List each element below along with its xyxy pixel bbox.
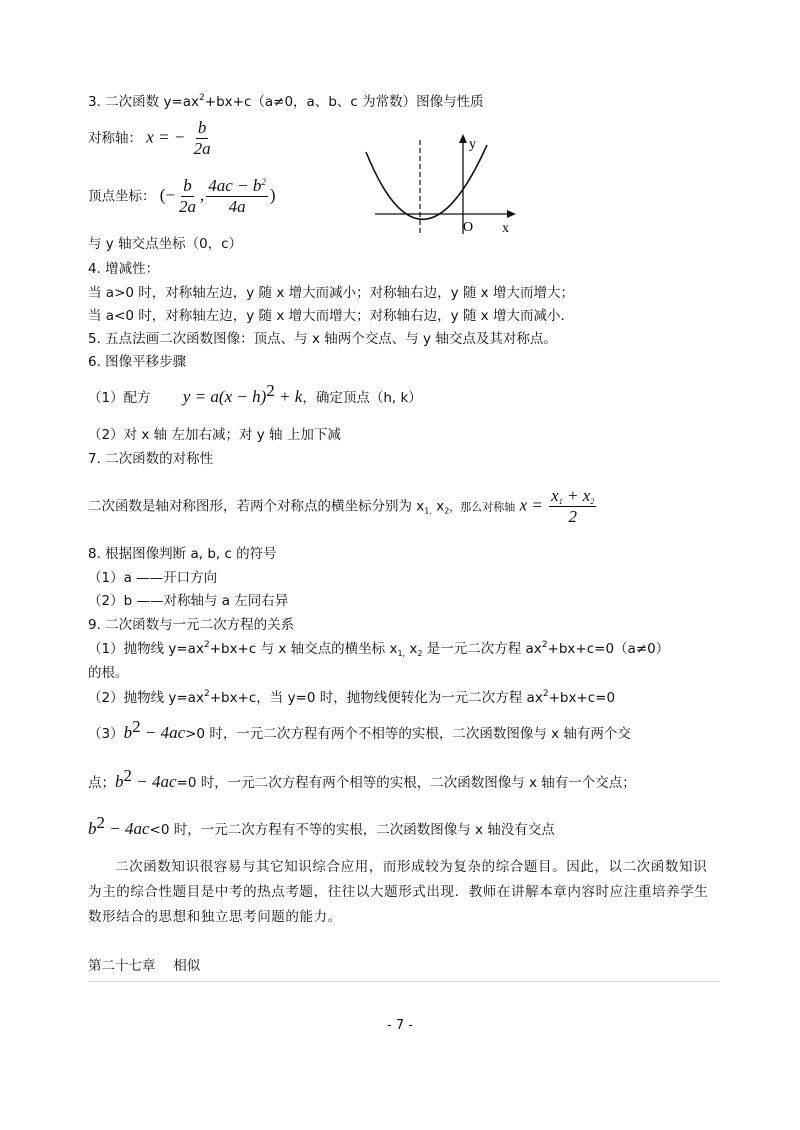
item8-title: 8. 根据图像判断 a, b, c 的符号 — [88, 546, 277, 562]
item6-step1: （1）配方 $y = a(x - h)^2 + k$，确定顶点（h, k） — [88, 381, 422, 406]
item9-p2: （2）抛物线 $y=ax^2+bx+c$，当 y=0 时，抛物线便转化为一元二次方程 $ax^2+bx+c=0$ — [88, 689, 616, 706]
item9-p1-end: 的根。 — [88, 665, 129, 681]
item9-p3-eq: 点；$b^2 - 4ac=0$ 时，一元二次方程有两个相等的实根，二次函数图像与 x 轴有一个交点； — [88, 766, 636, 791]
item9-p3-lt: $b^2 - 4ac<0$ 时，一元二次方程有不等的实根，二次函数图像与 x 轴没有交点 — [88, 813, 555, 838]
item9-p3-gt: $(3)b^2 - 4ac>0$ 时，一元二次方程有两个不相等的实根，二次函数图像与 x 轴有两个交 — [88, 717, 631, 742]
item6-step2: （2）对 x 轴 左加右减；对 y 轴 上加下减 — [88, 427, 341, 443]
y-intercept: 与 y 轴交点坐标（0，c） — [88, 236, 243, 252]
page-number: - 7 - — [387, 1018, 413, 1033]
parabola-curve — [366, 145, 487, 219]
item5: 5. 五点法画二次函数图像：顶点、与 x 轴两个交点、与 y 轴交点及其对称点。 — [88, 331, 557, 347]
origin-label: O — [463, 220, 474, 235]
chapter-heading: 第二十七章 相似 — [88, 958, 201, 974]
item9-p1: （1）抛物线 $y=ax^2+bx+c$ 与 x 轴交点的横坐标 $x_{1,}$ $x_2$ 是一元二次方程 $ax^2+bx+c=0(a\ne 0)$ — [88, 640, 670, 658]
y-axis-label: y — [469, 137, 476, 152]
item4-line2: 当 a<0 时，对称轴左边，y 随 x 增大而增大；对称轴右边，y 随 x 增大而减小. — [88, 308, 565, 324]
axis-of-symmetry: 对称轴： x = − $\frac{b}{2a}$ — [88, 118, 211, 158]
item7-text: 二次函数是轴对称图形，若两个对称点的横坐标分别为 $x_{1,}$ $x_2$，那么对称轴 x = $\frac{x_1 + x_2}{2}$ — [88, 486, 595, 526]
item4-title: 4. 增减性： — [88, 261, 160, 277]
vertex-coordinates: 顶点坐标： (− $\frac{b}{2a}$ , $\frac{4ac - b^2}{4a}$ ) — [88, 176, 276, 216]
y-axis-arrow — [459, 134, 467, 143]
item3-title: 3. 二次函数 $y=ax^2+bx+c(a\ne 0$，a、b、c 为常数）图像与性质 — [88, 93, 484, 110]
item8-a: （1）a ——开口方向 — [88, 570, 218, 586]
divider — [88, 981, 720, 982]
x-axis-arrow — [507, 210, 516, 218]
summary-paragraph: 二次函数知识很容易与其它知识综合应用，而形成较为复杂的综合题目。因此，以二次函数知识为主的综合性题目是中考的热点考题，往往以大题形式出现．教师在讲解本章内容时应注重培养学生数形结合的思想和独立思考问题的能力。 — [88, 859, 709, 925]
item4-line1: 当 a>0 时，对称轴左边，y 随 x 增大而减小；对称轴右边，y 随 x 增大而增大； — [88, 285, 574, 301]
item6-title: 6. 图像平移步骤 — [88, 354, 187, 370]
parabola-graph — [360, 130, 530, 245]
item9-title: 9. 二次函数与一元二次方程的关系 — [88, 617, 295, 633]
x-axis-label: x — [502, 221, 509, 236]
item7-title: 7. 二次函数的对称性 — [88, 451, 214, 467]
item8-b: （2）b ——对称轴与 a 左同右异 — [88, 593, 289, 609]
